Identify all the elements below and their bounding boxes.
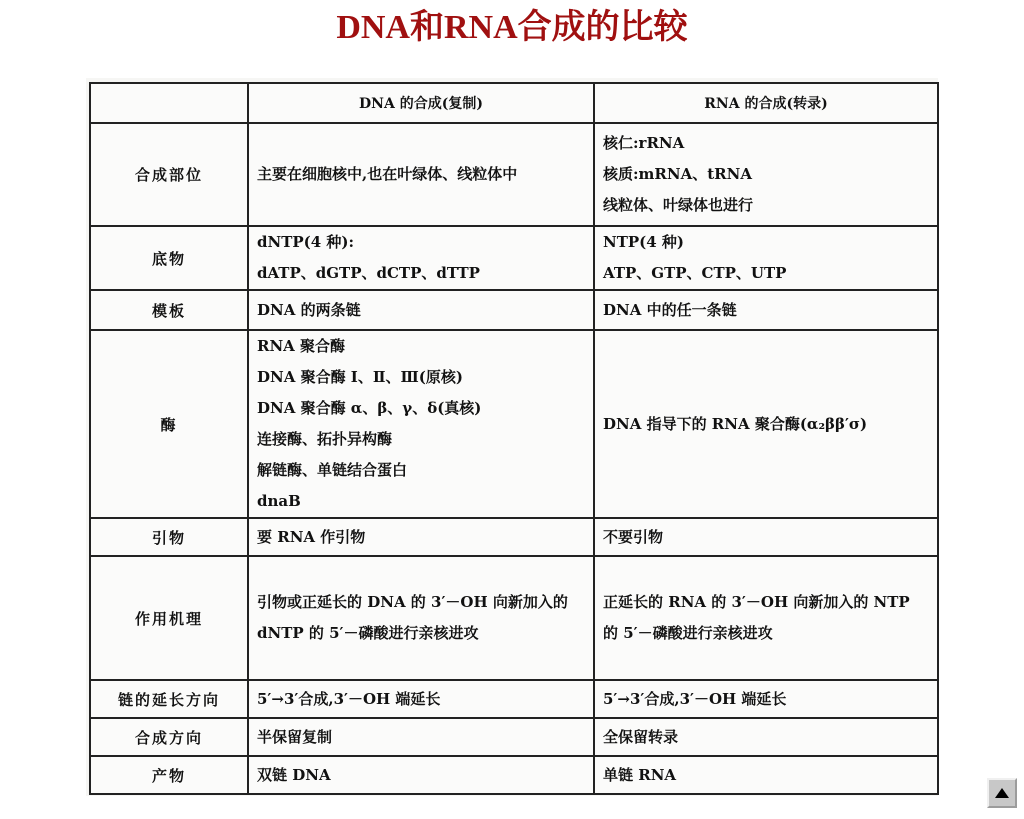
dna-cell-line: DNA 聚合酶 α、β、γ、δ(真核) [257,399,482,417]
table-row [90,330,938,518]
dna-cell-line: dnaB [257,492,301,510]
rna-cell [594,226,938,290]
rna-cell [594,756,938,794]
rna-cell-line: 正延长的 RNA 的 3′－OH 向新加入的 NTP 的 5′－磷酸进行亲核进攻 [603,593,910,642]
dna-cell [248,123,594,226]
dna-cell-line: 半保留复制 [257,727,333,746]
triangle-up-icon [995,788,1009,798]
row-label: 合成方向 [90,718,248,756]
header-rna-synthesis: RNA 的合成(转录) [594,83,938,123]
dna-cell-line: 解链酶、单链结合蛋白 [257,461,408,479]
table-row [90,518,938,556]
dna-cell [248,756,594,794]
scroll-up-button[interactable] [987,778,1017,808]
row-label: 作用机理 [90,556,248,680]
table-row [90,756,938,794]
rna-cell-line: 5′→3′合成,3′－OH 端延长 [603,689,787,708]
row-label: 产物 [90,756,248,794]
comparison-table [89,82,939,795]
dna-cell-line: 连接酶、拓扑异构酶 [257,430,393,448]
table-row [90,718,938,756]
dna-cell [248,226,594,290]
rna-cell-line: 单链 RNA [603,765,677,784]
rna-cell [594,330,938,518]
rna-cell-line: 核仁:rRNA [603,134,685,152]
slide-title: DNA和RNA合成的比较 [336,9,688,46]
table-row [90,226,938,290]
rna-cell-line: 线粒体、叶绿体也进行 [603,196,754,214]
table-header-row [90,83,938,123]
table-row [90,556,938,680]
dna-cell [248,680,594,718]
row-label: 模板 [90,290,248,330]
rna-cell-line: NTP(4 种) [603,233,685,251]
dna-cell-line: dATP、dGTP、dCTP、dTTP [257,264,480,282]
rna-cell [594,556,938,680]
dna-cell-line: 引物或正延长的 DNA 的 3′－OH 向新加入的 dNTP 的 5′－磷酸进行亲核进攻 [257,593,568,642]
rna-cell-line: 全保留转录 [603,727,679,746]
rna-cell-line: ATP、GTP、CTP、UTP [603,264,787,282]
dna-cell [248,290,594,330]
rna-cell [594,718,938,756]
dna-cell-line: 5′→3′合成,3′－OH 端延长 [257,689,441,708]
table-row [90,680,938,718]
row-label: 引物 [90,518,248,556]
rna-cell [594,518,938,556]
table-row [90,123,938,226]
dna-cell [248,330,594,518]
dna-cell-line: DNA 聚合酶 Ⅰ、Ⅱ、Ⅲ(原核) [257,368,463,386]
row-label: 合成部位 [90,123,248,226]
dna-cell [248,718,594,756]
dna-cell-line: 要 RNA 作引物 [257,527,366,546]
rna-cell [594,123,938,226]
dna-cell [248,556,594,680]
dna-cell-line: 双链 DNA [257,765,331,784]
rna-cell-line: DNA 指导下的 RNA 聚合酶(α₂ββ′σ) [603,414,868,433]
dna-cell-line: 主要在细胞核中,也在叶绿体、线粒体中 [257,165,518,183]
row-label: 链的延长方向 [90,680,248,718]
header-blank [90,83,248,123]
dna-cell [248,518,594,556]
dna-cell-line: DNA 的两条链 [257,300,361,319]
dna-cell-line: RNA 聚合酶 [257,337,346,355]
dna-cell-line: dNTP(4 种): [257,233,355,251]
row-label: 底物 [90,226,248,290]
header-dna-synthesis: DNA 的合成(复制) [248,83,594,123]
rna-cell-line: 核质:mRNA、tRNA [603,165,752,183]
row-label: 酶 [90,330,248,518]
table-row [90,290,938,330]
rna-cell [594,290,938,330]
rna-cell [594,680,938,718]
rna-cell-line: 不要引物 [603,527,664,546]
rna-cell-line: DNA 中的任一条链 [603,300,737,319]
